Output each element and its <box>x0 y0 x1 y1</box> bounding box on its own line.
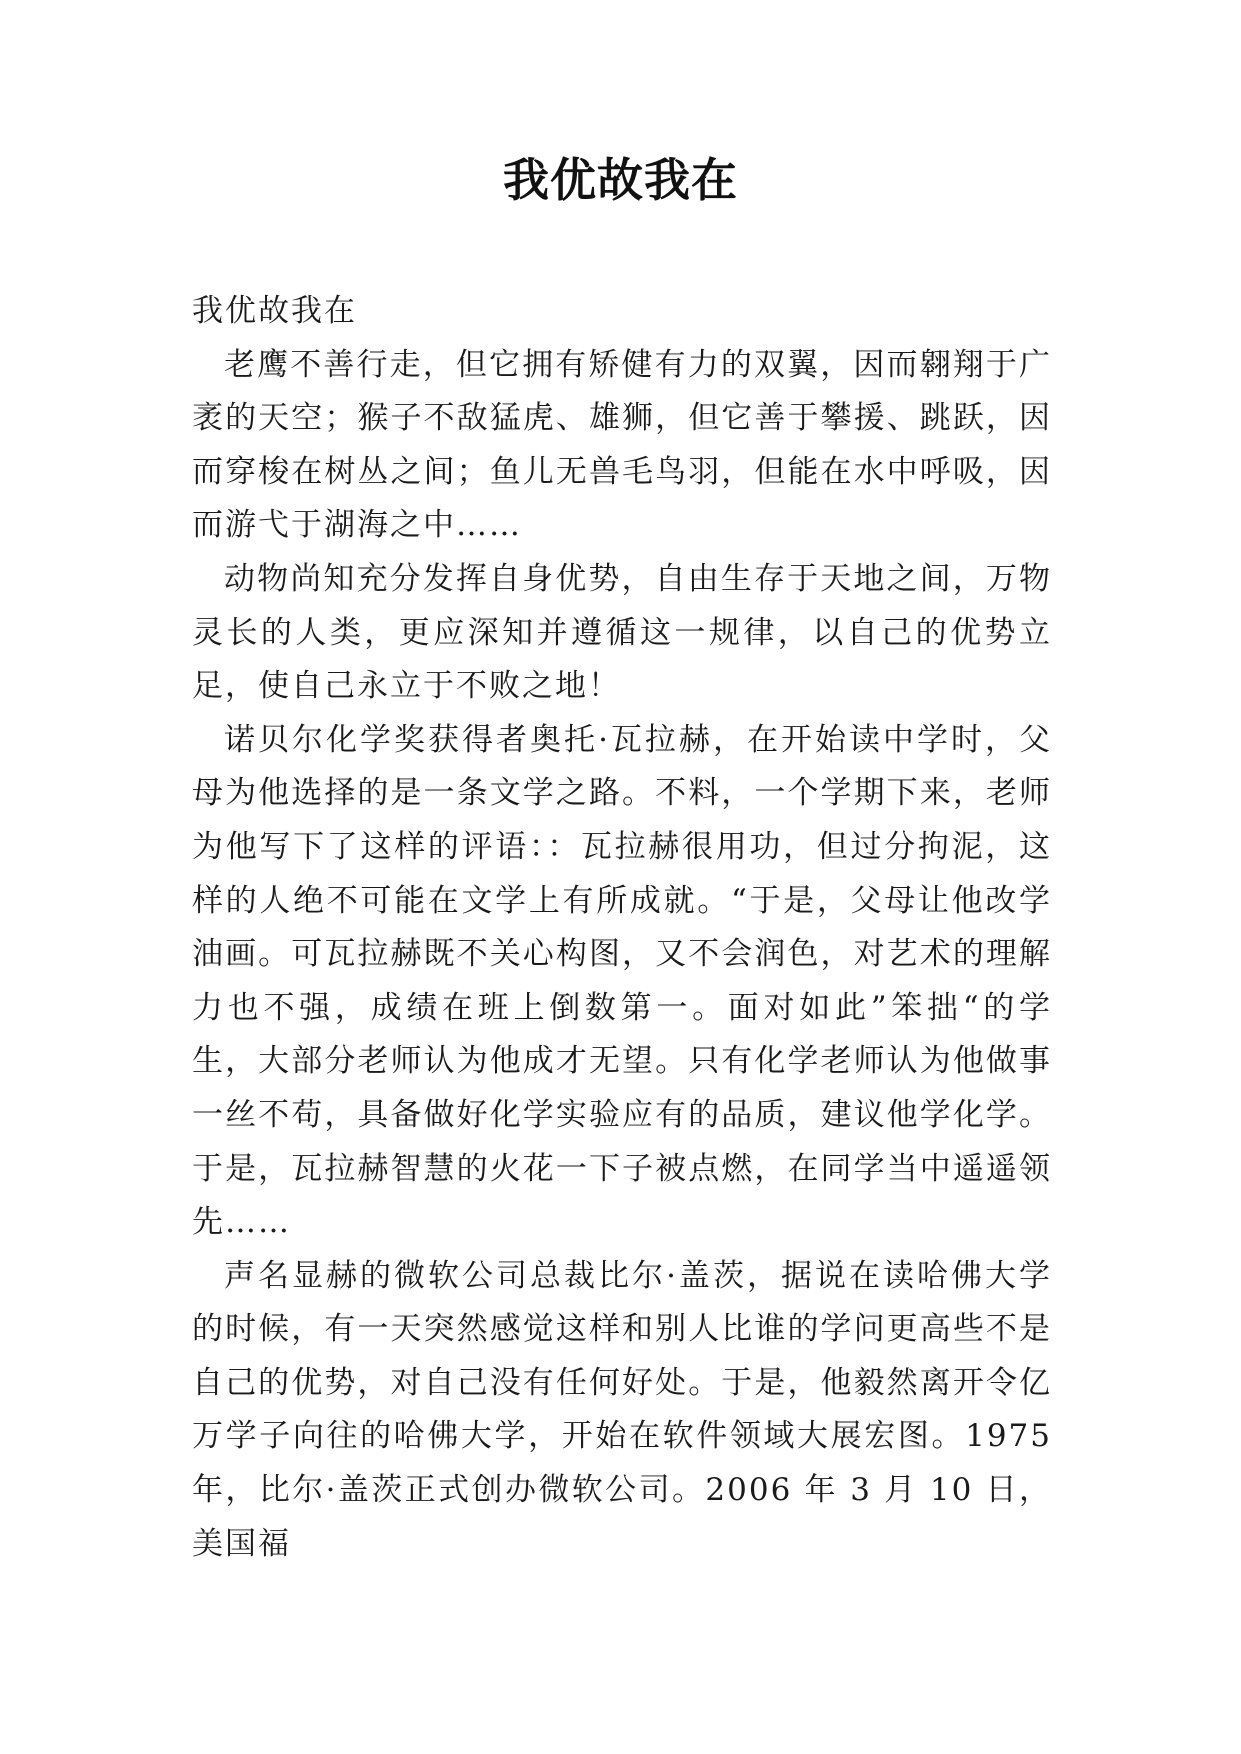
paragraph-wallach: 诺贝尔化学奖获得者奥托·瓦拉赫，在开始读中学时，父母为他选择的是一条文学之路。不料，一个学期下来，老师为他写下了这样的评语：：瓦拉赫很用功，但过分拘泥，这样的人绝不可能在文学上有所成就。“于是，父母让他改学油画。可瓦拉赫既不关心构图，又不会润色，对艺术的理解力也不强，成绩在班上倒数第一。面对如此”笨拙“的学生，大部分老师认为他成才无望。只有化学老师认为他做事一丝不苟，具备做好化学实验应有的品质，建议他学化学。于是，瓦拉赫智慧的火花一下子被点燃，在同学当中遥遥领先…… <box>192 721 1052 1241</box>
paragraph-eagle: 老鹰不善行走，但它拥有矫健有力的双翼，因而翱翔于广袤的天空；猴子不敌猛虎、雄狮，但它善于攀援、跳跃，因而穿梭在树丛之间；鱼儿无兽毛鸟羽，但能在水中呼吸，因而游弋于湖海之中…… <box>192 346 1052 544</box>
document-title: 我优故我在 <box>503 153 738 207</box>
paragraph-gates: 声名显赫的微软公司总裁比尔·盖茨，据说在读哈佛大学的时候，有一天突然感觉这样和别人比谁的学问更高些不是自己的优势，对自己没有任何好处。于是，他毅然离开令亿万学子向往的哈佛大学，开始在软件领域大展宏图。1975 年，比尔·盖茨正式创办微软公司。2006 年 3 月 10 日，美国福 <box>192 1257 1052 1562</box>
document-body <box>192 285 1052 1571</box>
paragraph-animals: 动物尚知充分发挥自身优势，自由生存于天地之间，万物灵长的人类，更应深知并遵循这一规律，以自己的优势立足，使自己永立于不败之地！ <box>192 560 1052 705</box>
body-subtitle: 我优故我在 <box>192 293 357 329</box>
